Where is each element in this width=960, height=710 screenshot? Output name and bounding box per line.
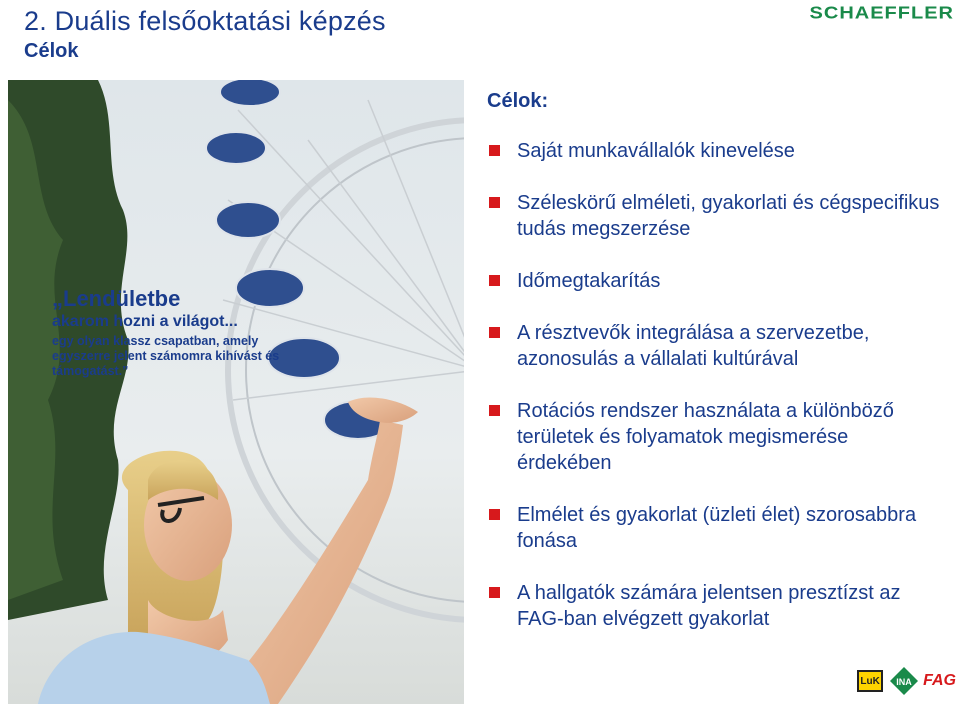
goal-text: Széleskörű elméleti, gyakorlati és cégspecifikus tudás megszerzése — [517, 192, 940, 240]
brand-logos — [857, 666, 956, 696]
square-bullet-icon — [489, 145, 500, 156]
goal-item — [487, 320, 947, 372]
goal-text: Időmegtakarítás — [517, 270, 661, 292]
quote-body: egy olyan klassz csapatban, amely egyszerre jelent számomra kihívást és támogatást.” — [52, 333, 280, 378]
goals-heading: Célok: — [487, 90, 549, 112]
goal-text: Saját munkavállalók kinevelése — [517, 140, 795, 162]
slide-subtitle: Célok — [24, 40, 79, 62]
goal-item — [487, 398, 947, 476]
goal-text: Rotációs rendszer használata a különböző területek és folyamatok megismerése érdekében — [517, 400, 894, 474]
goal-text: A résztvevők integrálása a szervezetbe, azonosulás a vállalati kultúrával — [517, 322, 870, 370]
ferris-wheel-photo — [8, 80, 464, 704]
ina-logo-text: INA — [896, 677, 912, 687]
luk-logo: LuK — [857, 670, 883, 692]
goals-list — [487, 138, 947, 632]
schaeffler-logo: SCHAEFFLER — [809, 3, 954, 23]
goal-item — [487, 138, 947, 164]
square-bullet-icon — [489, 509, 500, 520]
ina-logo — [889, 666, 919, 696]
square-bullet-icon — [489, 275, 500, 286]
square-bullet-icon — [489, 405, 500, 416]
quote-title: „Lendületbe — [52, 286, 181, 311]
goal-item — [487, 502, 947, 554]
goal-item — [487, 190, 947, 242]
goal-text: Elmélet és gyakorlat (üzleti élet) szorosabbra fonása — [517, 504, 917, 552]
square-bullet-icon — [489, 327, 500, 338]
slide-title: 2. Duális felsőoktatási képzés — [24, 6, 386, 36]
fag-logo: FAG — [923, 672, 956, 689]
square-bullet-icon — [489, 587, 500, 598]
goal-item — [487, 268, 947, 294]
goal-text: A hallgatók számára jelentsen presztízst az FAG-ban elvégzett gyakorlat — [517, 582, 901, 630]
quote-subtitle: akarom hozni a világot... — [52, 313, 238, 331]
quote-box — [52, 286, 292, 379]
square-bullet-icon — [489, 197, 500, 208]
goal-item — [487, 580, 947, 632]
